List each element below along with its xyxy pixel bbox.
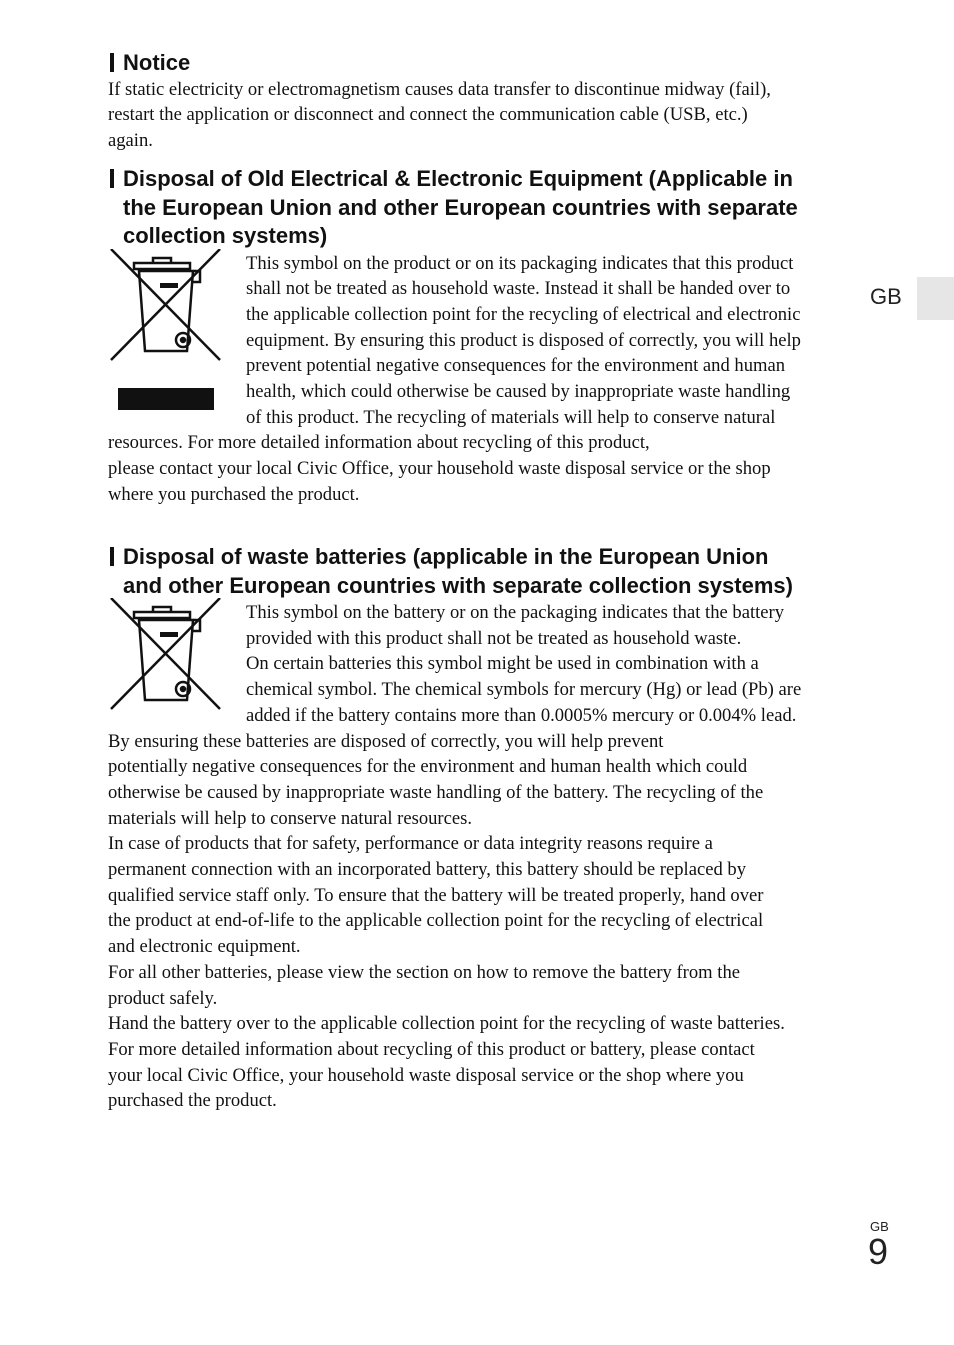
notice-heading-text: Notice [123,50,191,75]
batteries-body [108,600,864,1114]
heading-bullet [110,53,114,72]
text-line: added if the battery contains more than 0.0005% mercury or 0.004% lead. [246,704,797,726]
text-line: your local Civic Office, your household waste disposal service or the shop where you [108,1064,744,1086]
text-line: of this product. The recycling of materials will help to conserve natural [246,406,776,428]
text-line: shall not be treated as household waste. Instead it shall be handed over to [246,278,791,300]
batteries-heading-line: and other European countries with separate collection systems) [123,572,793,598]
text-line: and electronic equipment. [108,936,301,958]
side-tab-label: GB [870,284,902,309]
text-line: By ensuring these batteries are disposed of correctly, you will help prevent [108,730,664,752]
batteries-heading [108,543,864,600]
text-line: where you purchased the product. [108,483,360,505]
text-line: please contact your local Civic Office, your household waste disposal service or the shop [108,458,771,480]
heading-bullet [110,169,114,188]
text-line: materials will help to conserve natural resources. [108,807,472,829]
text-line: On certain batteries this symbol might be used in combination with a [246,653,759,675]
text-line: again. [108,129,153,151]
heading-bullet [110,547,114,566]
notice-body [108,77,864,154]
notice-heading [108,49,864,78]
text-line: restart the application or disconnect and connect the communication cable (USB, etc.) [108,104,748,126]
text-line: permanent connection with an incorporated battery, this battery should be replaced by [108,859,746,881]
side-tab [917,277,954,320]
text-line: otherwise be caused by inappropriate waste handling of the battery. The recycling of the [108,781,764,803]
text-line: provided with this product shall not be treated as household waste. [246,627,742,649]
text-line: chemical symbol. The chemical symbols for mercury (Hg) or lead (Pb) are [246,679,802,701]
page-language-code: GB [870,1219,889,1234]
text-line: the applicable collection point for the recycling of electrical and electronic [246,303,801,325]
text-line: prevent potential negative consequences for the environment and human [246,355,786,377]
text-line: health, which could otherwise be caused by inappropriate waste handling [246,381,791,403]
text-line: Hand the battery over to the applicable collection point for the recycling of waste batteries. [108,1013,785,1035]
text-line: the product at end-of-life to the applicable collection point for the recycling of electrical [108,910,764,932]
weee-body [108,251,864,508]
text-line: equipment. By ensuring this product is disposed of correctly, you will help [246,329,801,351]
text-line: This symbol on the product or on its packaging indicates that this product [246,252,794,274]
batteries-section [108,543,864,1114]
text-line: purchased the product. [108,1090,277,1112]
weee-heading-line: collection systems) [123,223,328,248]
text-line: If static electricity or electromagnetism causes data transfer to discontinue midway (fail), [108,78,771,100]
text-line: For more detailed information about recycling of this product or battery, please contact [108,1038,755,1060]
weee-heading [108,165,864,251]
crossed-out-wheelie-bin-icon [108,600,246,722]
text-line: product safely. [108,987,218,1009]
weee-section [108,165,864,508]
crossed-out-wheelie-bin-icon [108,251,246,411]
notice-section [108,49,864,154]
text-line: resources. For more detailed information about recycling of this product, [108,432,650,454]
text-line: This symbol on the battery or on the packaging indicates that the battery [246,602,785,623]
page-number: 9 [868,1231,889,1272]
weee-heading-line: the European Union and other European countries with separate [123,194,798,220]
batteries-heading-line: Disposal of waste batteries (applicable in the European Union [123,544,769,569]
weee-heading-line: Disposal of Old Electrical & Electronic Equipment (Applicable in [123,166,793,191]
text-line: For all other batteries, please view the section on how to remove the battery from the [108,961,740,983]
text-line: In case of products that for safety, performance or data integrity reasons require a [108,833,713,855]
text-line: qualified service staff only. To ensure that the battery will be treated properly, hand over [108,884,764,906]
text-line: potentially negative consequences for the environment and human health which could [108,756,748,778]
